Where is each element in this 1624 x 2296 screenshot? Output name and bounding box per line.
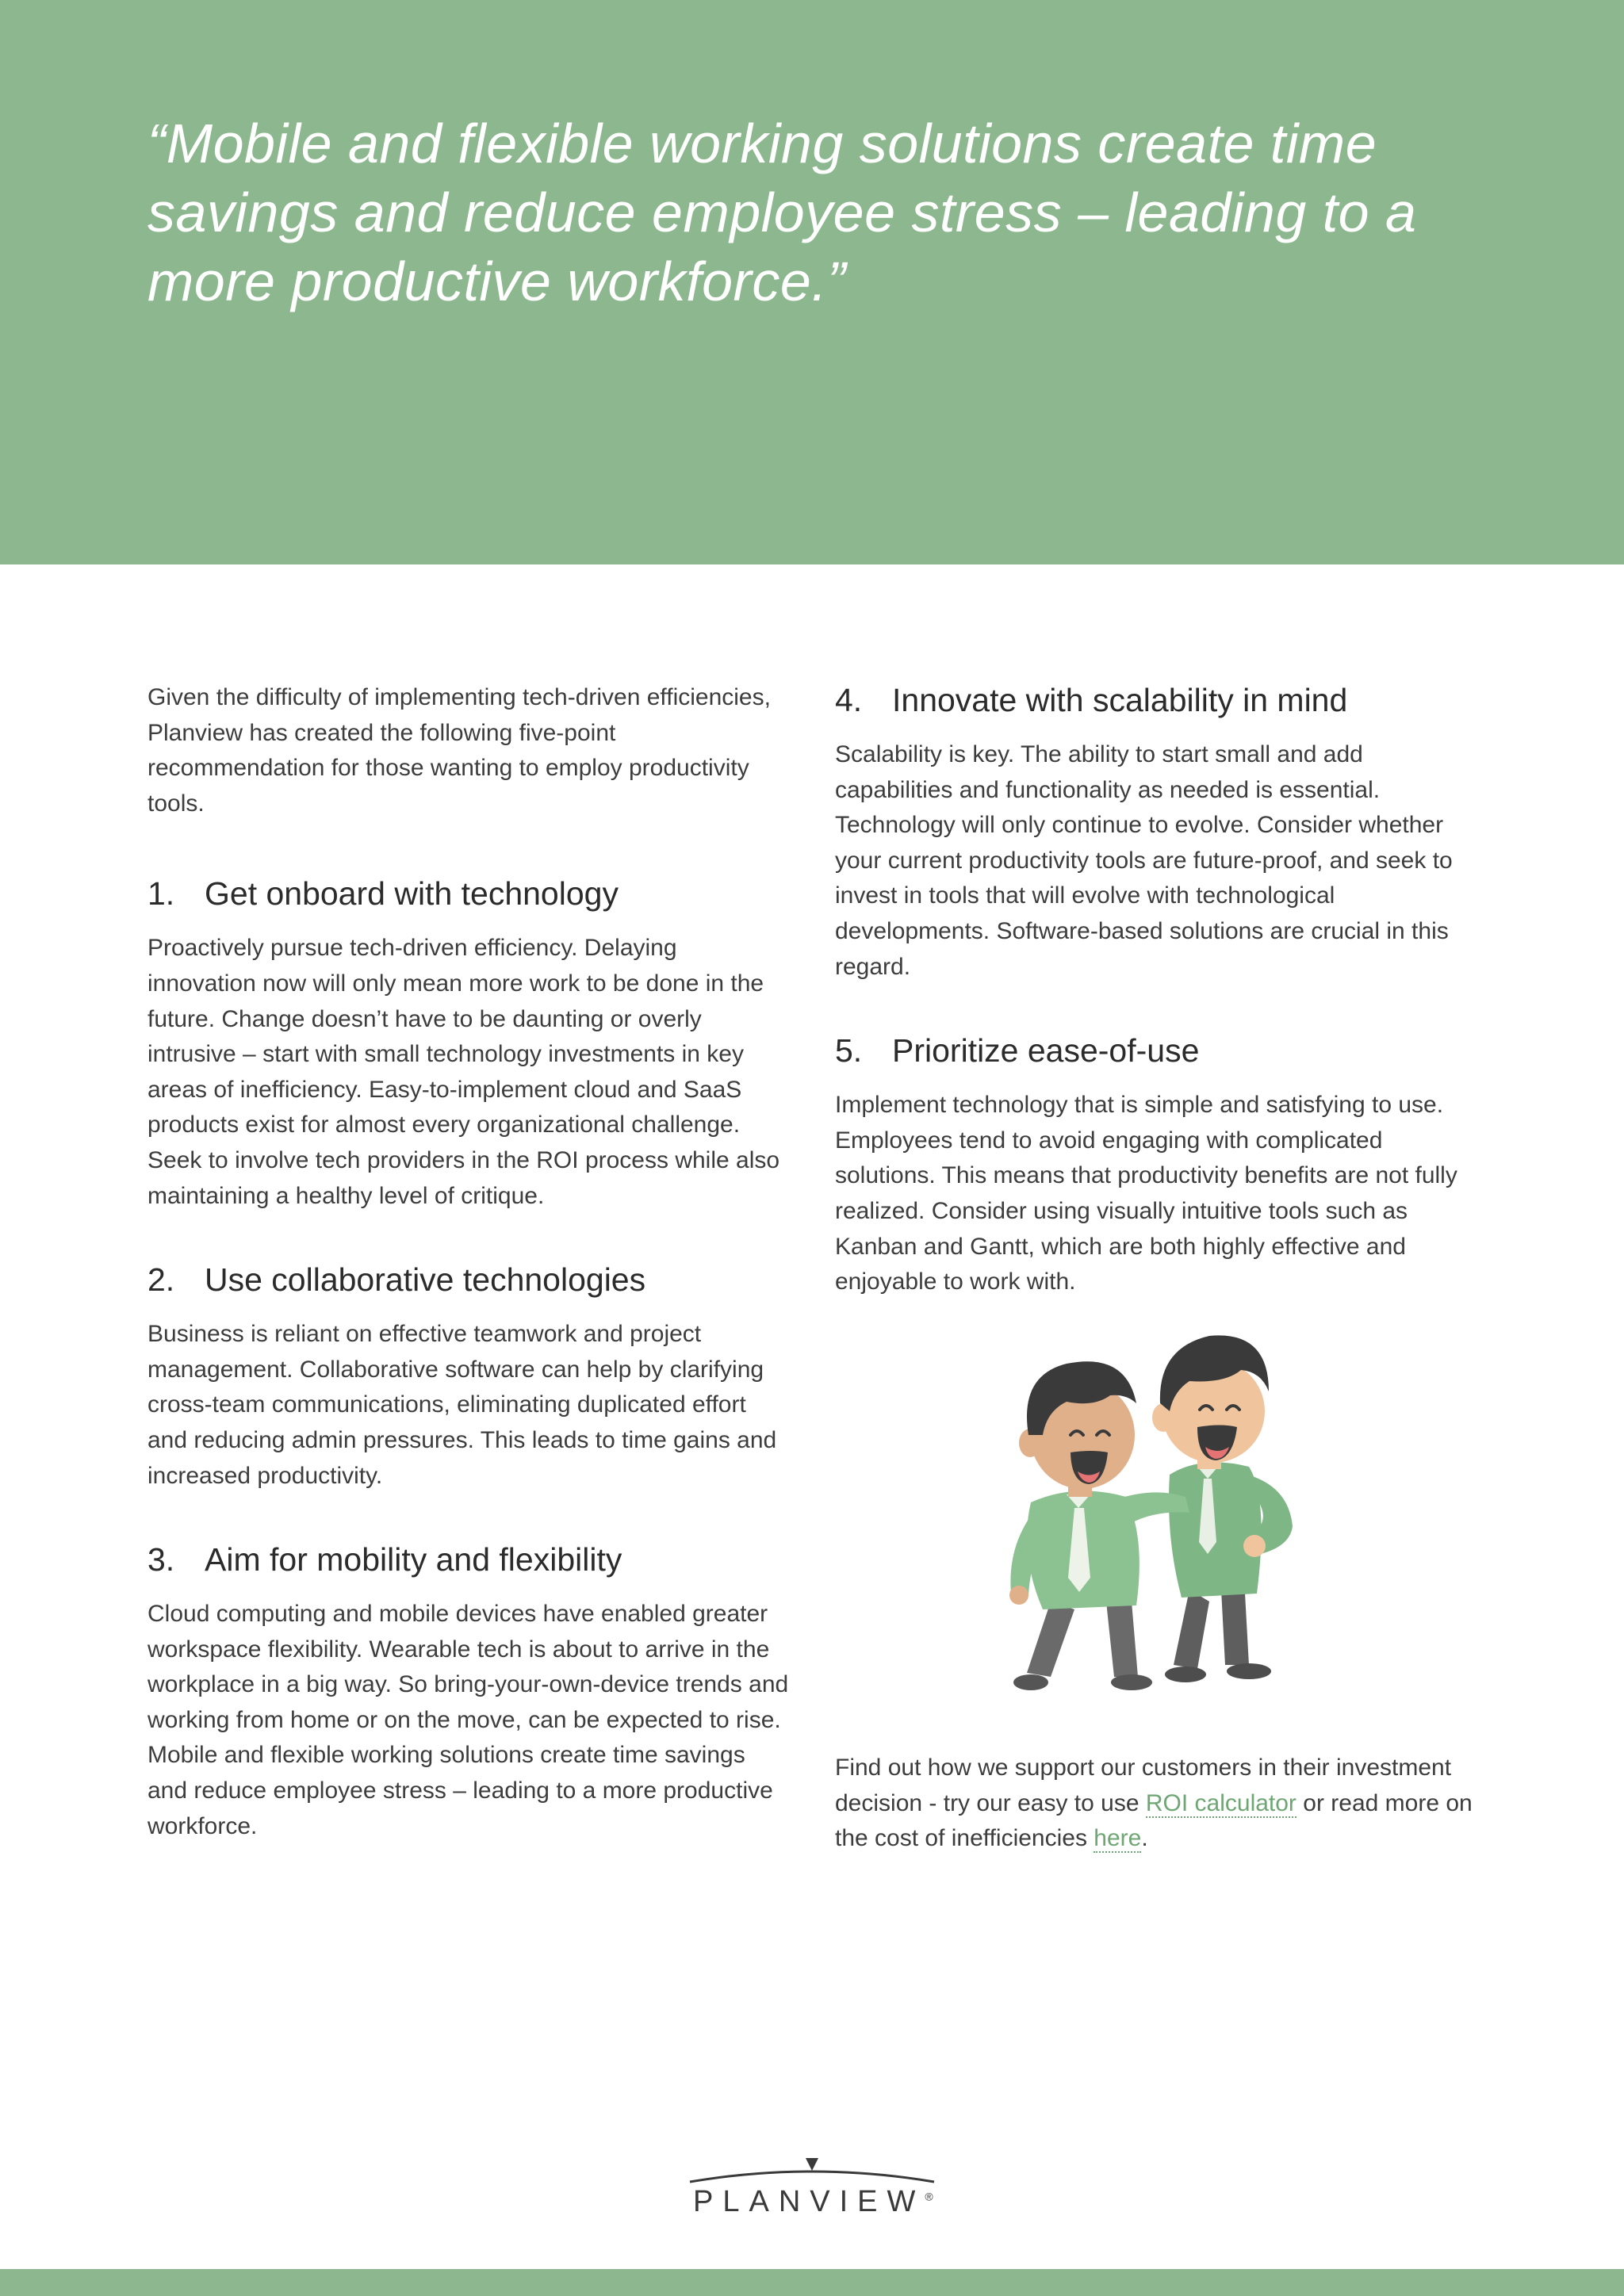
section-5-title: Prioritize ease-of-use [892, 1032, 1200, 1070]
section-2-title: Use collaborative technologies [205, 1261, 646, 1299]
section-4-number: 4. [835, 682, 863, 718]
logo-registered-mark: ® [925, 2190, 933, 2203]
section-4-heading [835, 680, 1477, 720]
section-3-title: Aim for mobility and flexibility [205, 1541, 622, 1578]
section-2-heading [147, 1260, 790, 1299]
cta-text-after: . [1141, 1825, 1148, 1852]
roi-calculator-link[interactable]: ROI calculator [1145, 1789, 1297, 1816]
footer-bar [0, 2269, 1624, 2296]
intro-paragraph: Given the difficulty of implementing tech-driven efficiencies, Planview has created the following five-point recommendation for those wanting to employ productivity tools. [147, 684, 771, 817]
two-businessmen-illustration-icon [995, 1316, 1328, 1697]
logo-arc-icon [682, 2155, 942, 2187]
planview-logo [682, 2155, 942, 2220]
section-1-heading [147, 874, 790, 913]
section-4-body: Scalability is key. The ability to start small and add capabilities and functionality as needed is essential. Technology will only continue to evolve. Consider whether your current productivity tools are future-proof, and seek to invest in tools that will evolve with technological developments. Software-based solutions are crucial in this regard. [835, 741, 1453, 980]
section-3-body: Cloud computing and mobile devices have enabled greater workspace flexibility. Wearable tech is about to arrive in the workplace in a big way. So bring-your-own-device trends and working from home or on the move, can be expected to rise. Mobile and flexible working solutions create time savings and reduce employee stress – leading to a more productive workforce. [147, 1601, 789, 1839]
section-1-number: 1. [147, 875, 175, 913]
logo-wordmark [693, 2185, 933, 2219]
section-1-title: Get onboard with technology [205, 875, 619, 913]
cta-paragraph [835, 1751, 1485, 1857]
hero-quote: “Mobile and flexible working solutions create time savings and reduce employee stress – leading to a more productive workforce.” [147, 113, 1417, 312]
section-2-body: Business is reliant on effective teamwork and project management. Collaborative software can help by clarifying cross-team communications, eliminating duplicated effort and reducing admin pressures. This leads to time gains and increased productivity. [147, 1321, 777, 1489]
section-1-body: Proactively pursue tech-driven efficiency. Delaying innovation now will only mean more work to be done in the future. Change doesn’t have to be daunting or overly intrusive – start with small technology investments in key areas of inefficiency. Easy-to-implement cloud and SaaS products exist for almost every organizational challenge. Seek to involve tech providers in the ROI process while also maintaining a healthy level of critique. [147, 935, 780, 1209]
cta-text-middle: or read more on the cost of inefficiencies [835, 1789, 1473, 1852]
left-column [147, 680, 790, 1844]
section-2-number: 2. [147, 1261, 175, 1299]
cta-text-before: Find out how we support our customers in their investment decision - try our easy to use [835, 1755, 1452, 1816]
here-link[interactable]: here [1094, 1825, 1142, 1852]
section-5-heading [835, 1031, 1477, 1070]
hero-banner [0, 0, 1624, 564]
section-3-number: 3. [147, 1541, 175, 1578]
section-4-title: Innovate with scalability in mind [892, 682, 1348, 718]
right-column [835, 680, 1477, 1300]
section-5-body: Implement technology that is simple and satisfying to use. Employees tend to avoid engaging with complicated solutions. This means that productivity benefits are not fully realized. Consider using visually intuitive tools such as Kanban and Gantt, which are both highly effective and enjoyable to work with. [835, 1092, 1457, 1295]
section-3-heading [147, 1540, 790, 1579]
section-5-number: 5. [835, 1032, 863, 1070]
logo-wordmark-text: PLANVIEW [693, 2185, 925, 2218]
